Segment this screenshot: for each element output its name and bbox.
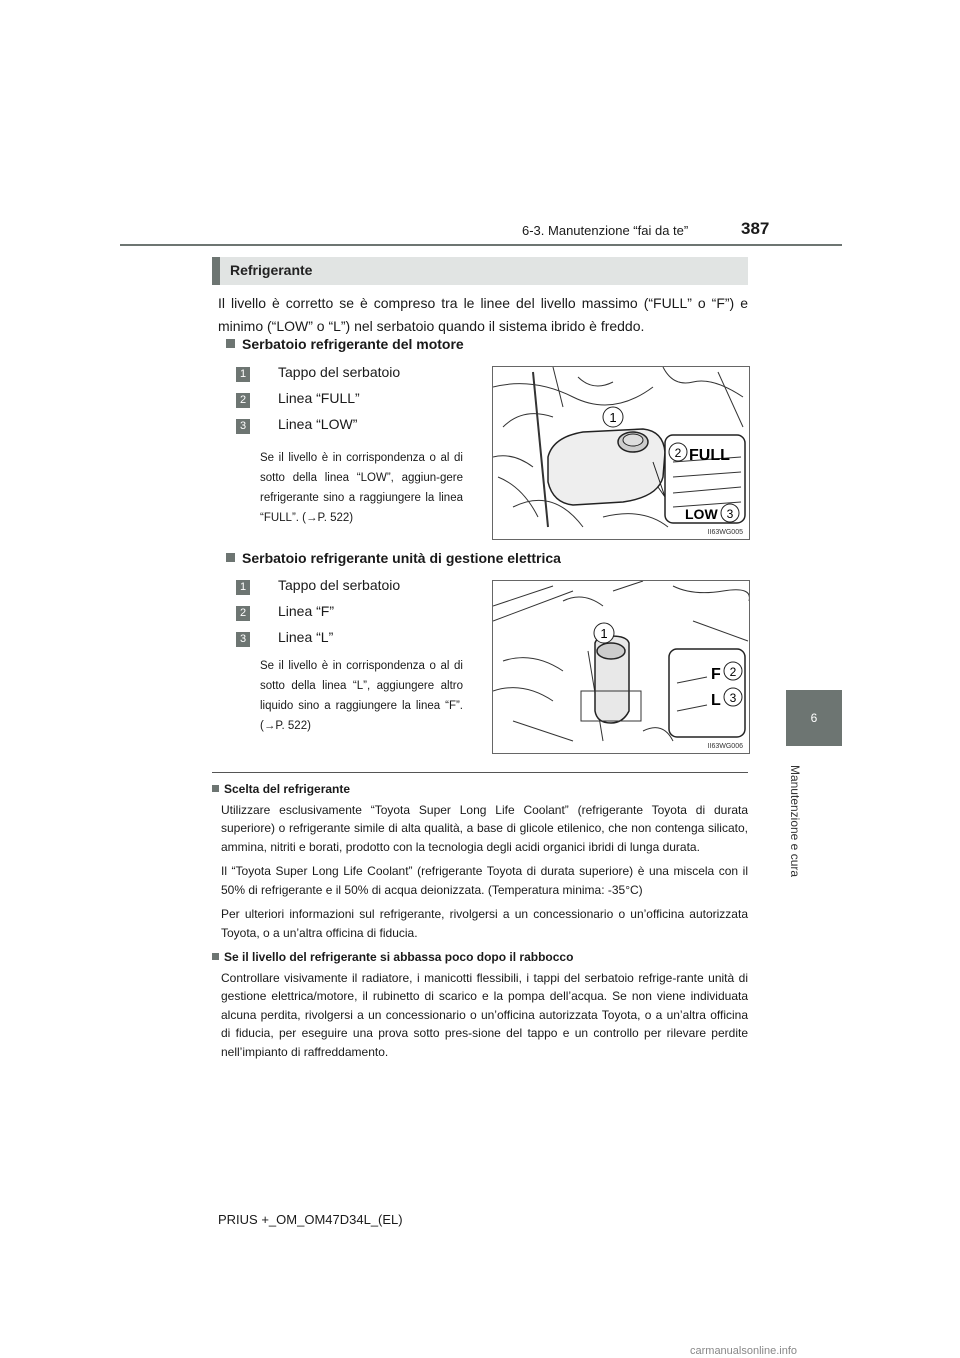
header-section-title: 6-3. Manutenzione “fai da te” [522,223,689,238]
square-bullet-icon [212,953,219,960]
note-heading-text: Scelta del refrigerante [224,782,351,796]
square-bullet-icon [226,339,235,348]
notes-divider [212,772,748,773]
figure-label-2: 2 [729,665,737,679]
pcu-tank-heading [226,550,561,566]
engine-item-2 [236,390,360,408]
engine-item-2-text: Linea “FULL” [278,390,360,406]
pcu-item-2-text: Linea “F” [278,603,335,619]
engine-tank-heading [226,336,464,352]
l-mark: L [711,692,721,709]
note-paragraph: Controllare visivamente il radiatore, i manicotti flessibili, i tappi del serbatoio refrige-rante unità di gestione elettrica/motore, il rubinetto di scarico e la pompa dell’acqua. Se non viene individuata alcuna perdita, rivolgersi a un concessionario o un’officina autorizzata Toyota, o a un’altra officina di fiducia, per eseguire una prova sotto pres-sione del tappo e un controllo per rilevare perdite nell’impianto di raffreddamento. [221,970,748,1059]
notes-section [212,780,748,1067]
figure-code: II63WG005 [707,529,743,536]
f-mark: F [711,666,721,683]
square-bullet-icon [212,785,219,792]
section-heading-bar [212,257,748,285]
pcu-item-3-text: Linea “L” [278,629,334,645]
chapter-tab: 6 [786,690,842,746]
callout-number: 2 [236,606,250,621]
engine-tank-note: Se il livello è in corrispondenza o al di sotto della linea “LOW”, aggiun-gere refrigerante sino a raggiungere la linea “FULL”. (→P. 522) [260,452,463,524]
engine-tank-heading-text: Serbatoio refrigerante del motore [242,336,464,352]
callout-number: 2 [236,393,250,408]
page-number: 387 [741,219,770,238]
note-heading-text: Se il livello del refrigerante si abbassa poco dopo il rabbocco [224,950,574,964]
pcu-item-1 [236,577,401,595]
square-bullet-icon [226,553,235,562]
intro-paragraph: Il livello è corretto se è compreso tra le linee del livello massimo (“FULL” o “F”) e minimo (“LOW” o “L”) nel serbatoio quando il sistema ibrido è freddo. [218,295,748,334]
pcu-tank-note: Se il livello è in corrispondenza o al di sotto della linea “L”, aggiungere altro liquido sino a raggiungere la linea “F”. (→P. 522) [260,660,463,732]
low-mark: LOW [685,506,718,522]
figure-label-3: 3 [726,507,734,521]
pcu-item-3 [236,629,334,647]
watermark: carmanualsonline.info [690,1345,798,1357]
pcu-item-2 [236,603,335,621]
callout-number: 1 [236,367,250,382]
header-rule [120,244,842,246]
note-paragraph: Il “Toyota Super Long Life Coolant” (refrigerante Toyota di durata superiore) è una miscela con il 50% di refrigerante e il 50% di acqua deionizzata. (Temperatura minima: -35°C) [221,864,748,897]
callout-number: 1 [236,580,250,595]
note-paragraph: Per ulteriori informazioni sul refrigerante, rivolgersi a un concessionario o un’officina autorizzata Toyota, o a un’altra officina di fiducia. [221,907,748,940]
pcu-tank-heading-text: Serbatoio refrigerante unità di gestione elettrica [242,550,561,566]
figure-label-1: 1 [600,626,608,641]
note-paragraph: Utilizzare esclusivamente “Toyota Super Long Life Coolant” (refrigerante Toyota di durata superiore) o refrigerante simile di alta qualità, a base di glicole etilenico, che non contenga silicato, ammina, nitriti e borati, prodotto con la tecnologia degli acidi organici ibridi di lunga durata. [221,802,748,854]
chapter-label [780,746,810,896]
engine-item-1 [236,364,401,382]
footer-model-code: PRIUS +_OM_OM47D34L_(EL) [218,1212,403,1227]
figure-code: II63WG006 [707,743,743,750]
section-title: Refrigerante [230,262,313,278]
engine-item-1-text: Tappo del serbatoio [278,364,401,380]
pcu-item-1-text: Tappo del serbatoio [278,577,401,593]
pcu-tank-illustration [493,581,749,753]
figure-label-1: 1 [609,410,617,425]
callout-number: 3 [236,632,250,647]
figure-label-2: 2 [674,446,682,460]
note-heading-coolant-choice [212,780,748,799]
engine-item-3-text: Linea “LOW” [278,416,358,432]
note-heading-level-drop [212,948,748,967]
engine-tank-figure [492,366,750,540]
engine-item-3 [236,416,358,434]
full-mark: FULL [689,447,730,464]
pcu-tank-figure [492,580,750,754]
callout-number: 3 [236,419,250,434]
engine-bay-illustration [493,367,749,539]
chapter-label-text: Manutenzione e cura [788,764,802,878]
figure-label-3: 3 [729,691,737,705]
